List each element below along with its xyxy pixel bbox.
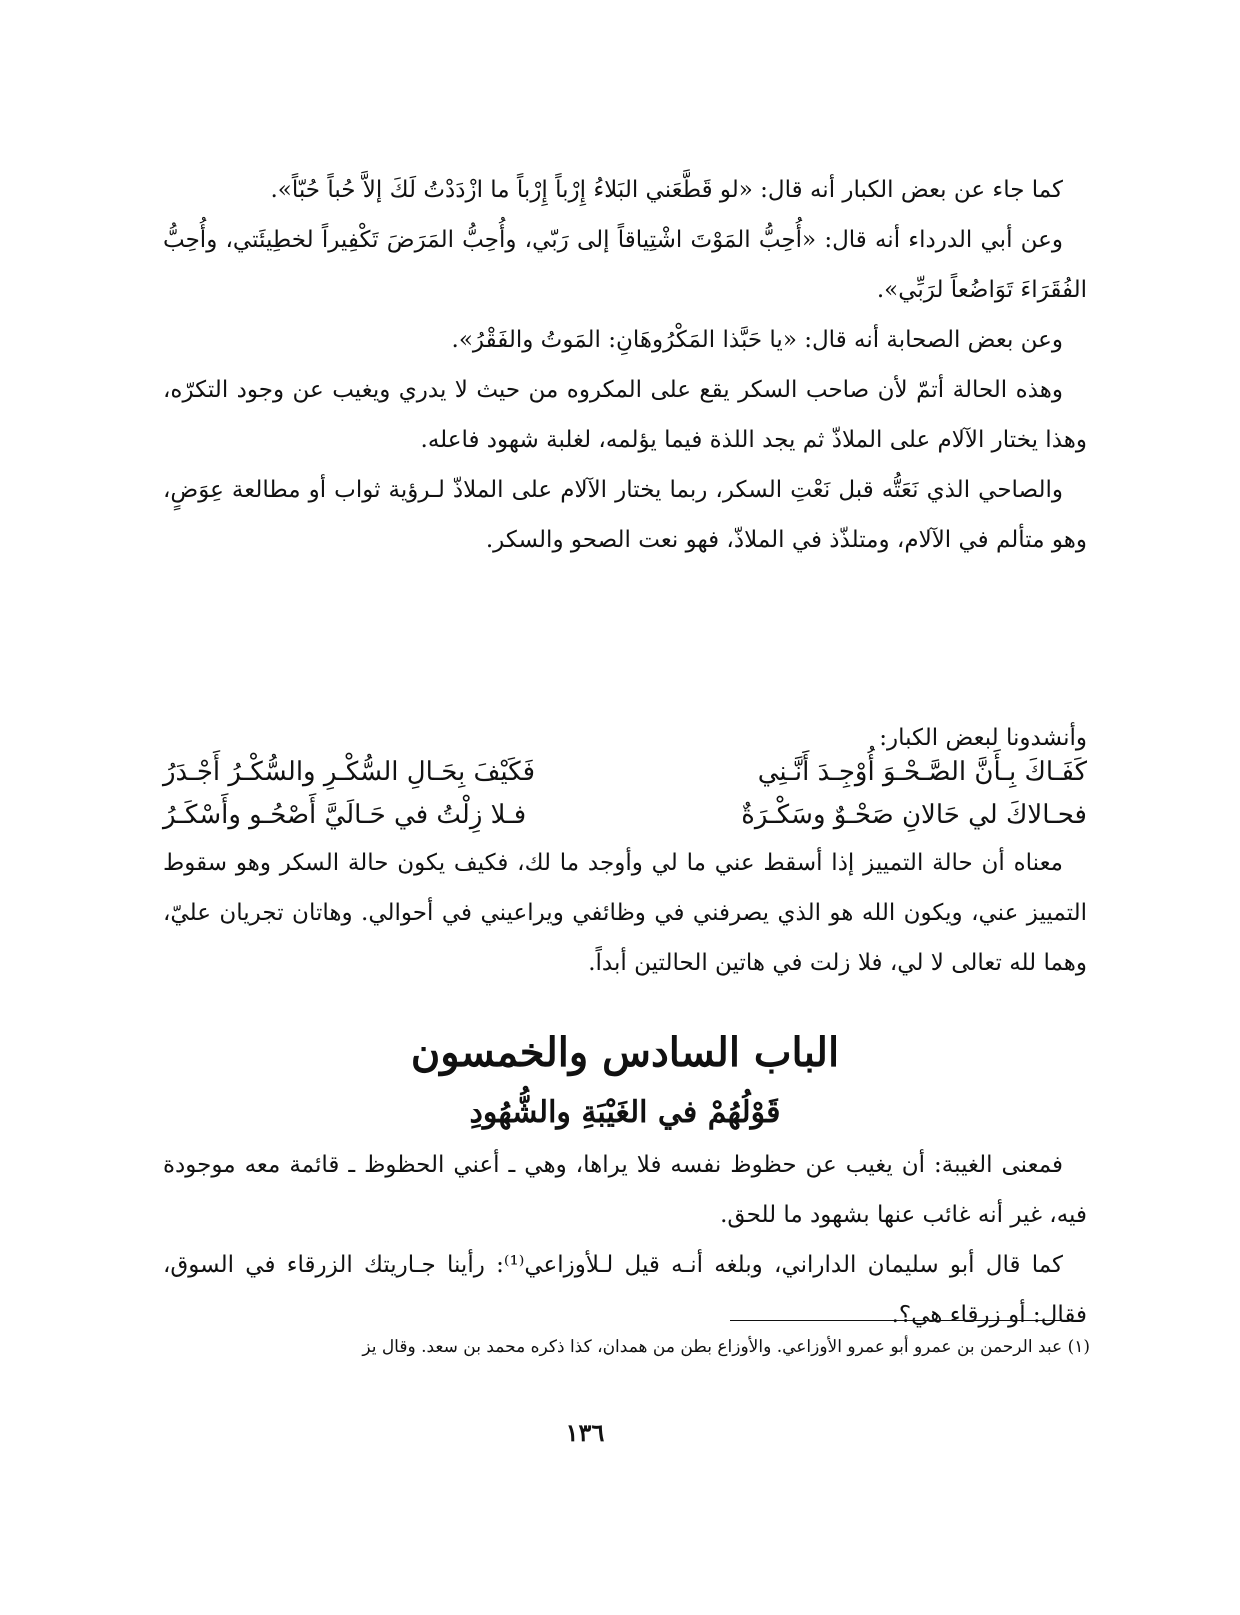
verse-second-hemistich: فَكَيْفَ بِحَـالِ السُّكْـرِ والسُّكْـرُ أَجْـدَرُ bbox=[163, 757, 536, 787]
page-number: ١٣٦ bbox=[565, 1418, 605, 1447]
chapter-title: الباب السادس والخمسون bbox=[410, 1029, 840, 1076]
paragraph-abu-sulayman-story: كما قال أبو سليمان الداراني، وبلغه أنـه قيل لـلأوزاعي⁽¹⁾: رأينا جـاريتك الزرقاء في السوق، فقال: أو زرقاء هي؟. bbox=[163, 1252, 1087, 1328]
paragraph-sober-one: والصاحي الذي نَعَتُّه قبل نَعْتِ السكر، ربما يختار الآلام على الملاذّ لـرؤية ثواب أو مطالعة عِوَضٍ، وهو متألم في الآلام، ومتلذّذ في الملاذّ، فهو نعت الصحو والسكر. bbox=[163, 477, 1087, 553]
chapter-text-block bbox=[163, 1140, 1087, 1340]
chapter-subtitle: قَوْلُهُمْ في الغَيْبَةِ والشُّهُودِ bbox=[469, 1095, 781, 1130]
paragraph-meaning-of-absence: فمعنى الغيبة: أن يغيب عن حظوظ نفسه فلا يراها، وهي ـ أعني الحظوظ ـ قائمة معه موجودة فيه، غير أنه غائب عنها بشهود ما للحق. bbox=[163, 1152, 1087, 1228]
verse-second-hemistich: فـلا زِلْتُ في حَـالَيَّ أَصْحُـو وأَسْكَـرُ bbox=[163, 800, 527, 830]
footnote: (١) عبد الرحمن بن عمرو أبو عمرو الأوزاعي. والأوزاع بطن من همدان، كذا ذكره محمد بن سعد. وقال يز bbox=[362, 1337, 1090, 1357]
footnote-divider bbox=[730, 1320, 1080, 1321]
upper-text-block bbox=[163, 165, 1087, 565]
lower-text-block bbox=[163, 838, 1087, 988]
paragraph-state-of-intoxication: وهذه الحالة أتمّ لأن صاحب السكر يقع على المكروه من حيث لا يدري ويغيب عن وجود التكرّه، وهذا يختار الآلام على الملاذّ ثم يجد اللذة فيما يؤلمه، لغلبة شهود فاعله. bbox=[163, 377, 1087, 453]
verse-introduction: وأنشدونا لبعض الكبار: bbox=[879, 725, 1087, 751]
verse-first-hemistich: فحـالاكَ لي حَالانِ صَحْـوٌ وسَكْـرَةٌ bbox=[741, 800, 1087, 830]
paragraph-companions-quote: وعن بعض الصحابة أنه قال: «يا حَبَّذا المَكْرُوهَانِ: المَوتُ والفَقْرُ». bbox=[451, 327, 1063, 353]
paragraph-abu-darda-quote: وعن أبي الدرداء أنه قال: «أُحِبُّ المَوْتَ اشْتِياقاً إلى رَبّي، وأُحِبُّ المَرَضَ تَكْفِيراً لخطِيئَتي، وأُحِبُّ الفُقَرَاءَ تَوَاضُعاً لرَبِّي». bbox=[163, 227, 1087, 303]
verse-first-hemistich: كَفَـاكَ بِـأَنَّ الصَّـحْـوَ أُوْجِـدَ أَنَّـنِي bbox=[757, 757, 1087, 787]
paragraph-great-ones-quote: كما جاء عن بعض الكبار أنه قال: «لو قَطَّعَني البَلاءُ إِرْباً إِرْباً ما ازْدَدْتُ لَكَ إلاَّ حُباً حُبّاً». bbox=[270, 177, 1063, 203]
verse-line bbox=[163, 795, 1087, 835]
verse-line bbox=[163, 752, 1087, 792]
paragraph-meaning-explanation: معناه أن حالة التمييز إذا أسقط عني ما لي وأوجد ما لك، فكيف يكون حالة السكر وهو سقوط التمييز عني، ويكون الله هو الذي يصرفني في وظائفي ويراعيني في أحوالي. وهاتان تجريان عليّ، وهما لله تعالى لا لي، فلا زلت في هاتين الحالتين أبداً. bbox=[163, 850, 1087, 976]
